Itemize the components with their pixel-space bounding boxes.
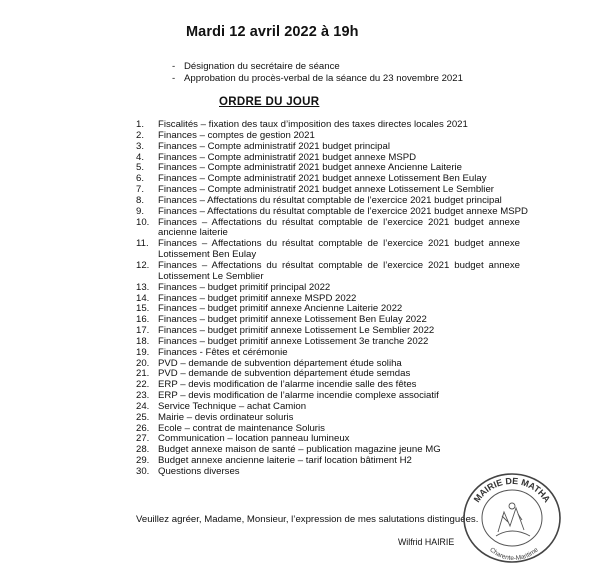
- agenda-item: 4. Finances – Compte administratif 2021 budget annexe MSPD: [136, 151, 417, 163]
- agenda-list: [136, 119, 528, 478]
- agenda-item: 27. Communication – location panneau lumineux: [136, 433, 350, 445]
- agenda-item: 28. Budget annexe maison de santé – publication magazine jeune MG: [136, 444, 441, 456]
- agenda-item: 8. Finances – Affectations du résultat comptable de l’exercice 2021 budget principal: [136, 194, 502, 206]
- seal-bottom-text: Charente-Maritime: [488, 546, 540, 563]
- agenda-item: 7. Finances – Compte administratif 2021 budget annexe Lotissement Le Semblier: [136, 184, 494, 196]
- agenda-item: 6. Finances – Compte administratif 2021 budget annexe Lotissement Ben Eulay: [136, 173, 487, 185]
- agenda-item: 9. Finances – Affectations du résultat comptable de l’exercice 2021 budget annexe MSPD: [136, 205, 528, 217]
- agenda-item: 29. Budget annexe ancienne laiterie – tarif location bâtiment H2: [136, 455, 412, 467]
- agenda-item: 24. Service Technique – achat Camion: [136, 400, 307, 412]
- agenda-item: 13. Finances – budget primitif principal 2022: [136, 281, 331, 293]
- meeting-title: Mardi 12 avril 2022 à 19h: [186, 24, 359, 40]
- preliminary-item: - Désignation du secrétaire de séance: [172, 61, 340, 72]
- agenda-item: 5. Finances – Compte administratif 2021 budget annexe Ancienne Laiterie: [136, 162, 462, 174]
- preliminary-list: [172, 61, 463, 85]
- agenda-item: 1. Fiscalités – fixation des taux d’imposition des taxes directes locales 2021: [136, 119, 468, 130]
- agenda-item: 14. Finances – budget primitif annexe MSPD 2022: [136, 292, 357, 304]
- agenda-item: 10. Finances – Affectations du résultat comptable de l’exercice 2021 budget annexe ancienne laiterie: [136, 216, 520, 239]
- seal-inner-ring: [482, 490, 542, 546]
- agenda-item: 22. ERP – devis modification de l’alarme incendie salle des fêtes: [136, 379, 417, 391]
- agenda-item: 21. PVD – demande de subvention département étude semdas: [136, 368, 411, 380]
- agenda-item: 11. Finances – Affectations du résultat comptable de l’exercice 2021 budget annexe Lotissement Ben Eulay: [136, 238, 520, 261]
- agenda-item: 17. Finances – budget primitif annexe Lotissement Le Semblier 2022: [136, 325, 435, 337]
- agenda-heading: ORDRE DU JOUR: [219, 96, 320, 108]
- closing-salutation: Veuillez agréer, Madame, Monsieur, l’expression de mes salutations distinguées.: [136, 514, 479, 525]
- agenda-item: 20. PVD – demande de subvention département étude soliha: [136, 357, 402, 369]
- seal-outer-ring: [464, 474, 560, 562]
- agenda-item: 16. Finances – budget primitif annexe Lotissement Ben Eulay 2022: [136, 314, 427, 326]
- agenda-item: 3. Finances – Compte administratif 2021 budget principal: [136, 140, 390, 152]
- agenda-item: 23. ERP – devis modification de l’alarme incendie complexe associatif: [136, 390, 439, 402]
- preliminary-item: - Approbation du procès-verbal de la séance du 23 novembre 2021: [172, 73, 463, 84]
- agenda-item: 25. Mairie – devis ordinateur soluris: [136, 411, 294, 423]
- agenda-item: 15. Finances – budget primitif annexe Ancienne Laiterie 2022: [136, 303, 403, 315]
- seal-emblem-icon: [496, 503, 530, 536]
- agenda-item: 26. Ecole – contrat de maintenance Soluris: [136, 422, 325, 434]
- agenda-item: 30. Questions diverses: [136, 466, 240, 477]
- town-hall-seal: [458, 466, 566, 566]
- agenda-item: 2. Finances – comptes de gestion 2021: [136, 129, 315, 141]
- agenda-item: 19. Finances - Fêtes et cérémonie: [136, 346, 288, 358]
- signatory-name: Wilfrid HAIRIE: [398, 537, 455, 547]
- agenda-item: 18. Finances – budget primitif annexe Lotissement 3e tranche 2022: [136, 335, 429, 347]
- agenda-item: 12. Finances – Affectations du résultat comptable de l’exercice 2021 budget annexe Lotissement Le Semblier: [136, 259, 520, 282]
- seal-top-text: MAIRIE DE MATHA: [471, 475, 553, 505]
